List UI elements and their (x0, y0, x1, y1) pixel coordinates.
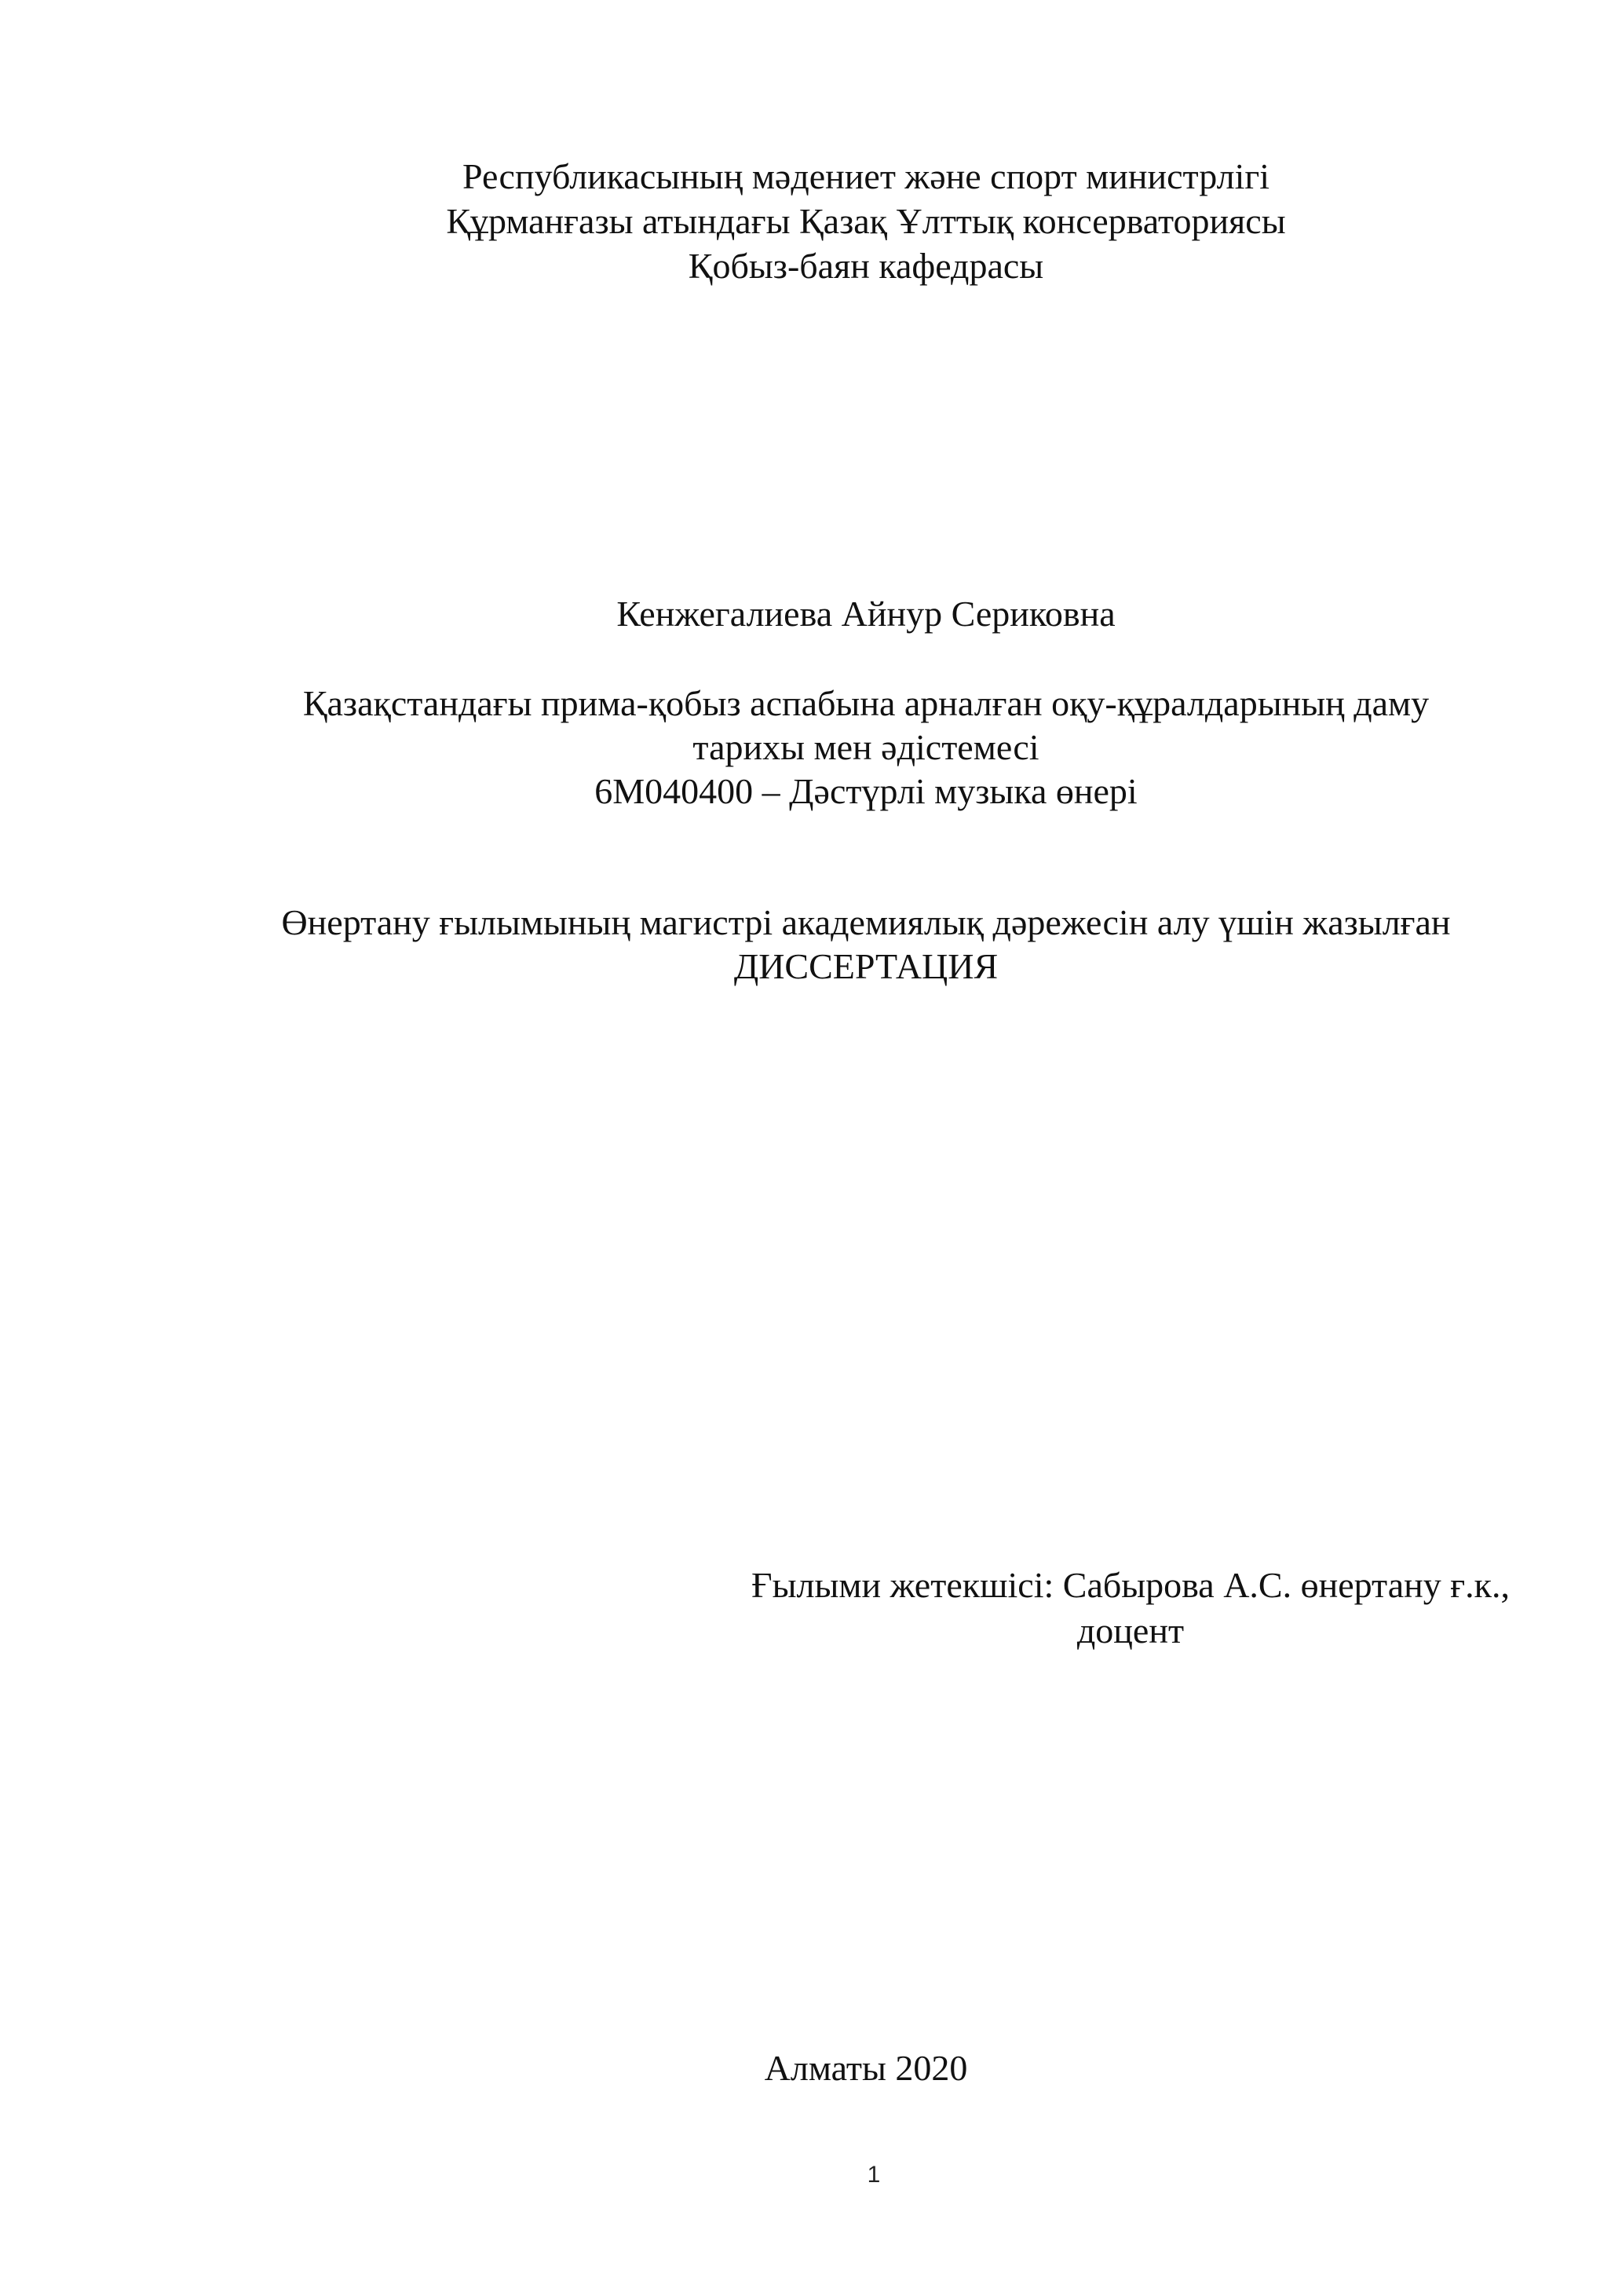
department-line: Қобыз-баян кафедрасы (688, 246, 1044, 286)
page-number: 1 (867, 2162, 881, 2188)
city-year-text: Алматы 2020 (764, 2048, 968, 2088)
degree-purpose-line: Өнертану ғылымының магистрі академиялық дәрежесін алу үшін жазылған (281, 902, 1451, 942)
specialty-code-line: 6М040400 – Дәстүрлі музыка өнері (594, 771, 1138, 811)
city-year (55, 2046, 1622, 2091)
author-name (55, 591, 1622, 637)
conservatory-line: Құрманғазы атындағы Қазақ Ұлттық консерваториясы (446, 201, 1286, 241)
institution-header (55, 154, 1622, 288)
degree-purpose (55, 901, 1622, 989)
supervisor-title-line: доцент (1076, 1610, 1185, 1651)
dissertation-label: ДИССЕРТАЦИЯ (733, 946, 999, 986)
title-line-1: Қазақстандағы прима-қобыз аспабына арналған оқу-құралдарының даму (302, 683, 1430, 723)
supervisor-info (699, 1563, 1562, 1654)
supervisor-line: Ғылыми жетекшісі: Сабырова А.С. өнертану ғ.к., (751, 1565, 1510, 1605)
ministry-line: Республикасының мәдениет және спорт министрлігі (462, 156, 1269, 196)
dissertation-title (55, 682, 1622, 813)
title-line-2: тарихы мен әдістемесі (692, 727, 1039, 767)
author-name-text: Кенжегалиева Айнур Сериковна (616, 594, 1116, 634)
